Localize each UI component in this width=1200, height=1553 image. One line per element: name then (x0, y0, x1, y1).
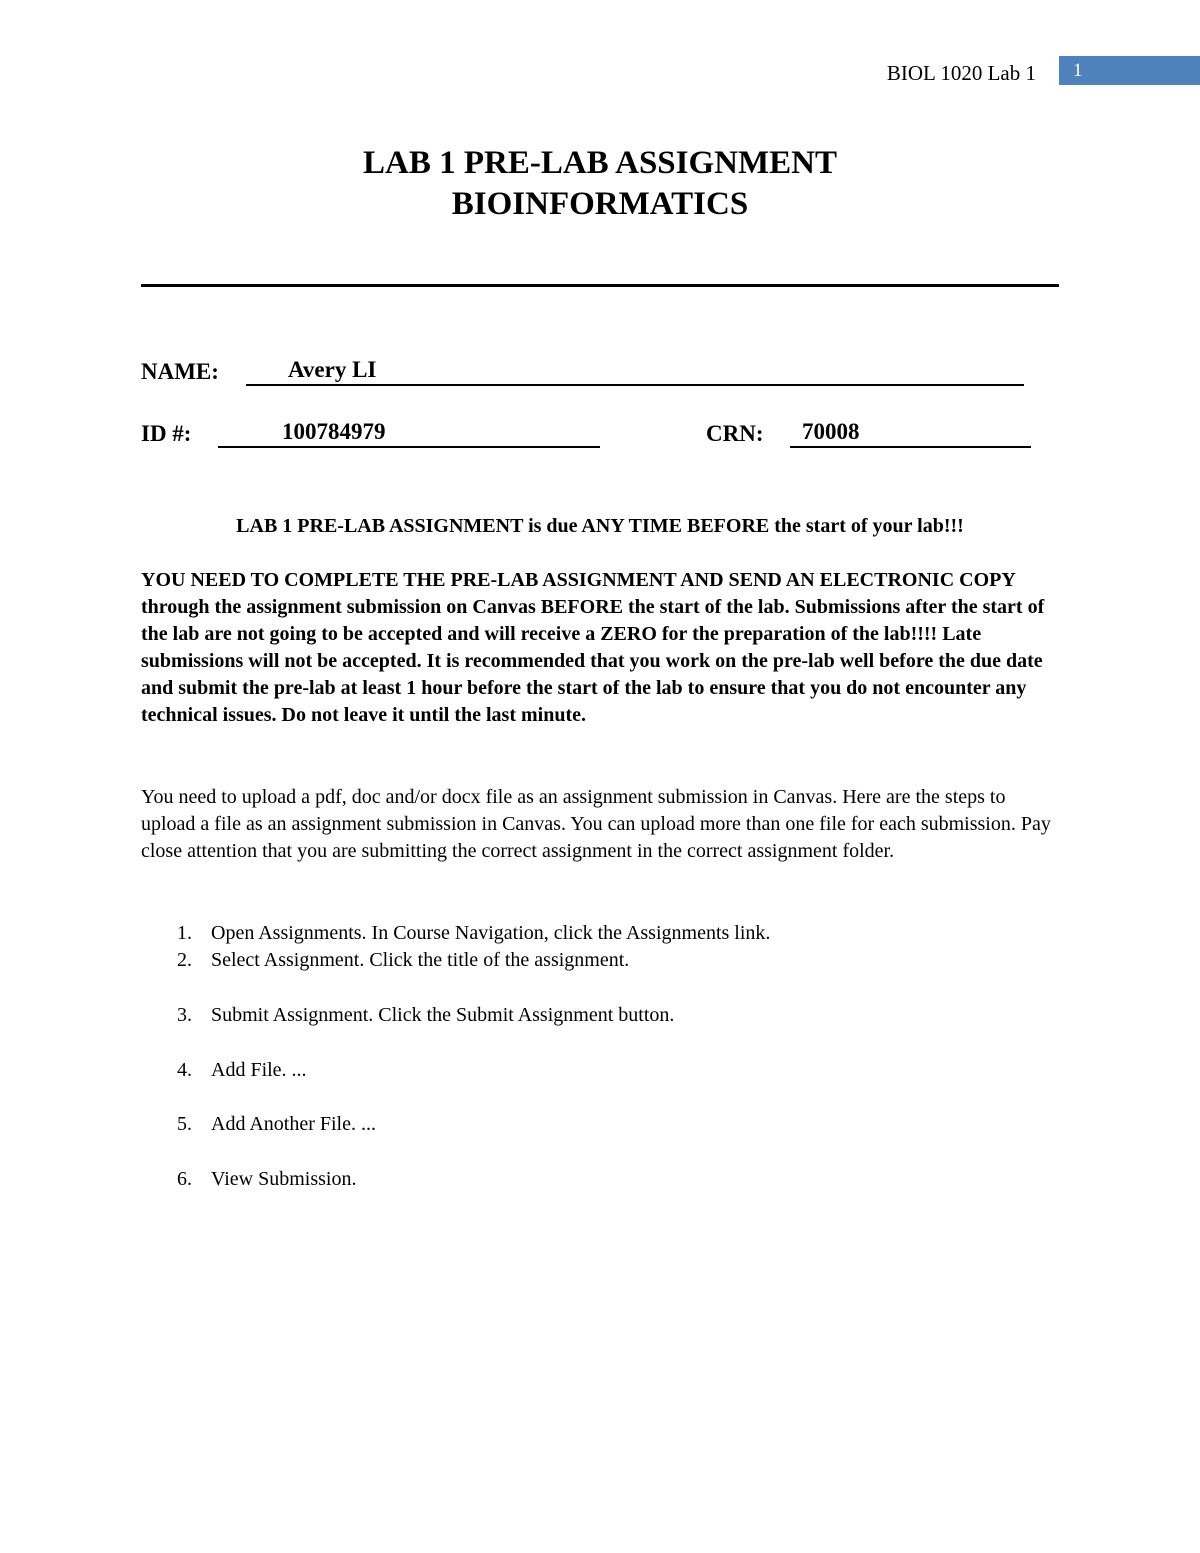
list-item-number: 5. (177, 1113, 192, 1135)
id-field: 100784979 (218, 418, 600, 448)
document-subtitle: BIOINFORMATICS (451, 186, 749, 222)
list-item-number: 2. (177, 949, 192, 971)
list-item-number: 1. (177, 922, 192, 944)
list-item-number: 3. (177, 1004, 192, 1026)
warning-paragraph: YOU NEED TO COMPLETE THE PRE-LAB ASSIGNMENT AND SEND AN ELECTRONIC COPY through the assignment submission on Canvas BEFORE the start of the lab. Submissions after the start of the lab are not going to be accepted and will receive a ZERO for the preparation of the lab!!!! Late submissions will not be accepted. It is recommended that you work on the pre-lab well before the due date and submit the pre-lab at least 1 hour before the start of the lab to ensure that you do not encounter any technical issues. Do not leave it until the last minute. (141, 569, 1045, 726)
title-divider (141, 284, 1059, 287)
crn-label: CRN: (706, 421, 764, 446)
list-item-text: Add File. ... (211, 1059, 307, 1081)
name-field: Avery LI (246, 356, 1024, 386)
list-item-text: Select Assignment. Click the title of the assignment. (211, 949, 630, 971)
name-label: NAME: (141, 359, 219, 384)
list-item-text: Submit Assignment. Click the Submit Assignment button. (211, 1004, 675, 1026)
list-item-number: 6. (177, 1168, 192, 1190)
list-item-text: Open Assignments. In Course Navigation, click the Assignments link. (211, 922, 771, 944)
id-label: ID #: (141, 421, 192, 446)
list-item-number: 4. (177, 1059, 192, 1081)
due-notice: LAB 1 PRE-LAB ASSIGNMENT is due ANY TIME BEFORE the start of your lab!!! (236, 515, 964, 537)
document-title: LAB 1 PRE-LAB ASSIGNMENT (362, 145, 837, 181)
page-number-badge: 1 (1059, 56, 1200, 85)
list-item-text: Add Another File. ... (211, 1113, 376, 1135)
list-item-text: View Submission. (211, 1168, 357, 1190)
crn-field: 70008 (790, 418, 1031, 448)
instructions-paragraph: You need to upload a pdf, doc and/or docx file as an assignment submission in Canvas. Here are the steps to upload a file as an assignment submission in Canvas. You can upload more than one file for each submission. Pay close attention that you are submitting the correct assignment in the correct assignment folder. (141, 786, 1051, 862)
running-header: BIOL 1020 Lab 1 (886, 61, 1036, 85)
